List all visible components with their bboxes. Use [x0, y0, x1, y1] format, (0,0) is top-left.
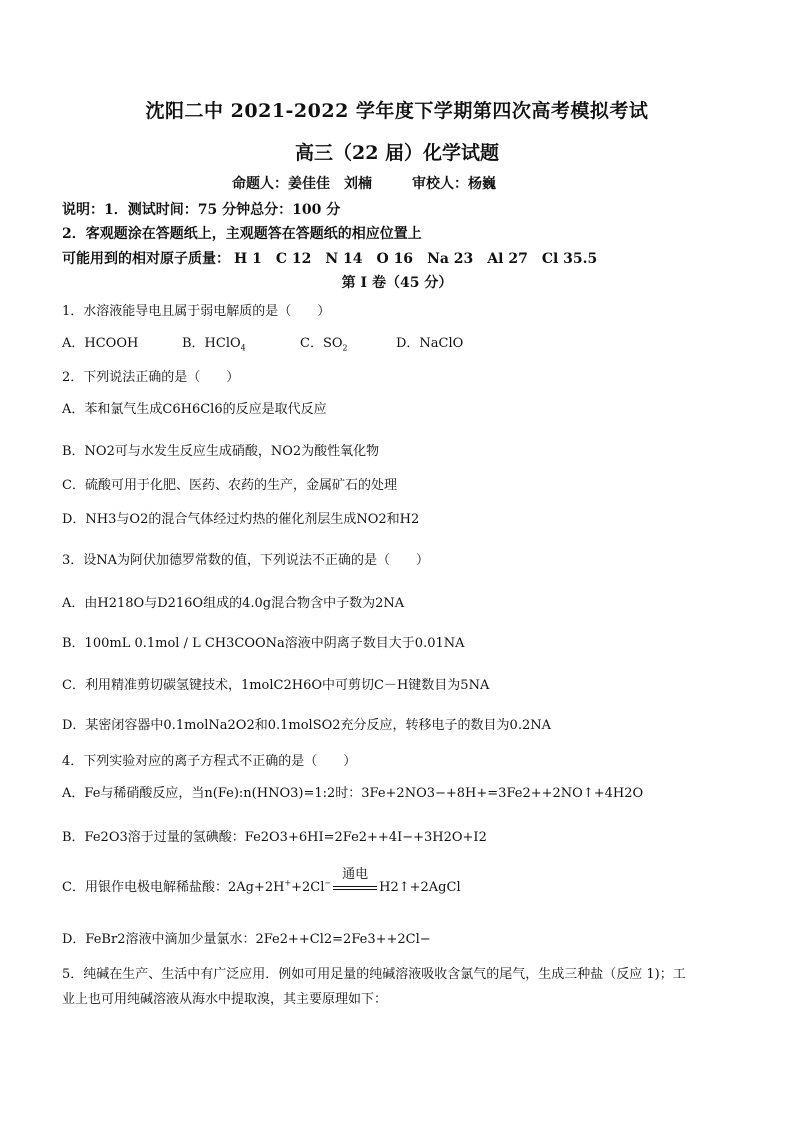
electrolysis-condition: [333, 867, 377, 895]
q5-line-1: 5．纯碱在生产、生活中有广泛应用．例如可用足量的纯碱溶液吸收含氯气的尾气，生成三种盐（反应 1)；工: [62, 967, 686, 982]
q3-stem: 3．设NA为阿伏加德罗常数的值，下列说法不正确的是（ ）: [62, 553, 430, 568]
q2-option-d: D．NH3与O2的混合气体经过灼热的催化剂层生成NO2和H2: [62, 512, 420, 527]
q3-option-a: A．由H218O与D216O组成的4.0g混合物含中子数为2NA: [62, 596, 405, 611]
note-line-1: 说明：1．测试时间：75 分钟总分：100 分: [62, 202, 341, 218]
atom-mass: O 16: [376, 251, 414, 267]
authors: 命题人：姜佳佳 刘楠: [232, 176, 372, 192]
q3-option-b: B．100mL 0.1mol / L CH3COONa溶液中阴离子数目大于0.01NA: [62, 636, 465, 651]
q1-option-b: B．HClO$_4$: [182, 336, 246, 353]
author-line: [232, 173, 496, 193]
q4-stem: 4．下列实验对应的离子方程式不正确的是（ ）: [62, 754, 357, 769]
q4-option-c-product: H2↑+2AgCl: [379, 880, 461, 895]
q4-option-c: C．用银作电极电解稀盐酸：2Ag+2H++2Cl− 通电 H2↑+2AgCl: [62, 876, 461, 895]
electrolysis-label: 通电: [342, 867, 369, 882]
note-line-2: 2．客观题涂在答题纸上，主观题答在答题纸的相应位置上: [62, 226, 422, 242]
q1-option-d: D．NaClO: [396, 336, 464, 351]
q1-option-a: A．HCOOH: [62, 336, 139, 351]
section-heading: 第 I 卷（45 分）: [341, 275, 453, 291]
exam-title: 沈阳二中 2021-2022 学年度下学期第四次高考模拟考试: [145, 100, 649, 122]
reviewer: 审校人：杨巍: [412, 176, 496, 192]
atom-mass: Na 23: [427, 251, 474, 267]
atomic-masses: [62, 248, 611, 268]
q1-stem: 1．水溶液能导电且属于弱电解质的是（ ）: [62, 304, 331, 319]
q4-option-b: B．Fe2O3溶于过量的氢碘酸：Fe2O3+6HI=2Fe2++4I−+3H2O+I2: [62, 830, 487, 845]
q3-option-c: C．利用精准剪切碳氢键技术，1molC2H6O中可剪切C－H键数目为5NA: [62, 678, 490, 693]
q2-option-b: B．NO2可与水发生反应生成硝酸，NO2为酸性氧化物: [62, 444, 380, 459]
q2-option-a: A．苯和氯气生成C6H6Cl6的反应是取代反应: [62, 402, 327, 417]
q4-option-d: D．FeBr2溶液中滴加少量氯水：2Fe2++Cl2=2Fe3++2Cl−: [62, 932, 431, 947]
q4-option-a: A．Fe与稀硝酸反应，当n(Fe):n(HNO3)=1:2时：3Fe+2NO3−+8H+=3Fe2++2NO↑+4H2O: [62, 786, 644, 801]
q3-option-d: D．某密闭容器中0.1molNa2O2和0.1molSO2充分反应，转移电子的数目为0.2NA: [62, 718, 551, 733]
q5-line-2: 业上也可用纯碱溶液从海水中提取溴，其主要原理如下：: [62, 992, 388, 1007]
exam-subtitle: 高三（22 届）化学试题: [294, 142, 500, 164]
atom-mass: H 1: [234, 251, 262, 267]
atom-mass: Cl 35.5: [541, 251, 598, 267]
atom-mass: C 12: [275, 251, 312, 267]
q1-options: [62, 332, 463, 351]
atomic-masses-label: 可能用到的相对原子质量：: [62, 251, 230, 267]
atom-mass: Al 27: [487, 251, 528, 267]
q2-stem: 2．下列说法正确的是（ ）: [62, 370, 240, 385]
q1-option-c: C．$SO_2$: [300, 336, 348, 353]
double-arrow-line: [333, 886, 377, 890]
q4-option-c-text: C．用银作电极电解稀盐酸：2Ag+2H: [62, 880, 285, 895]
q2-option-c: C．硫酸可用于化肥、医药、农药的生产，金属矿石的处理: [62, 478, 397, 493]
atom-mass: N 14: [325, 251, 363, 267]
